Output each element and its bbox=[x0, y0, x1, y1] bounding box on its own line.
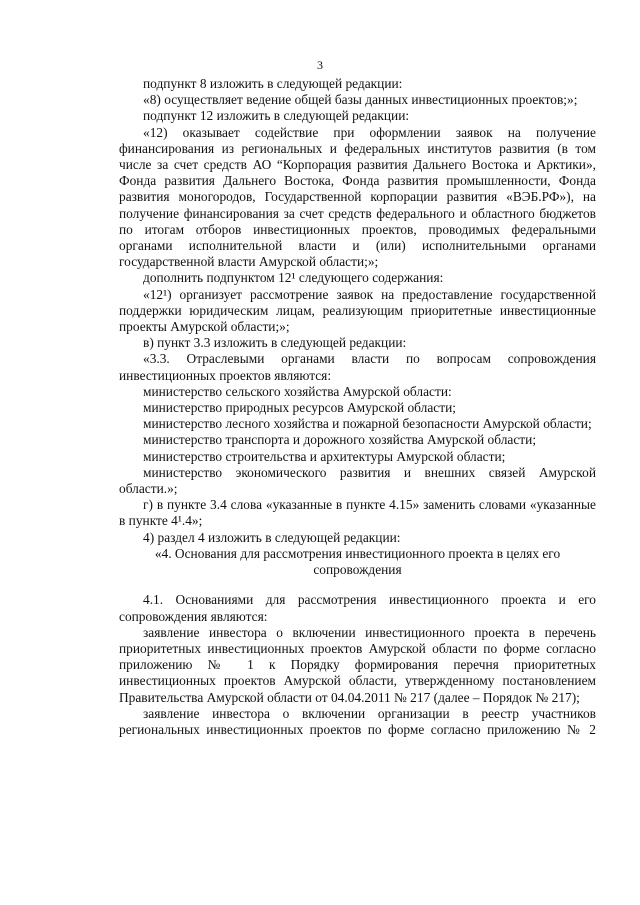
paragraph: в) пункт 3.3 изложить в следующей редакции: bbox=[143, 335, 407, 351]
paragraph: «3.3. Отраслевыми органами власти по вопросам сопровождения инвестиционных проектов являются: bbox=[119, 351, 596, 383]
paragraph: 4.1. Основаниями для рассмотрения инвестиционного проекта и его сопровождения являются: bbox=[119, 592, 596, 624]
document-body bbox=[119, 76, 596, 738]
page-number: 3 bbox=[317, 58, 323, 72]
paragraph: «12) оказывает содействие при оформлении заявок на получение финансирования из региональных и федеральных институтов развития (в том числе за счет средств АО “Корпорация развития Дальнего Востока и Арктики», Фонда развития Дальнего Востока, Фонда развития промышленности, Фонда развития моногородов, Государственной корпорации развития «ВЭБ.РФ»), на получение финансирования за счет средств федерального и областного бюджетов по итогам отборов инвестиционных проектов, проводимых федеральными органами исполнительной власти и (или) исполнительными органами государственной власти Амурской области;»; bbox=[119, 124, 596, 270]
paragraph: подпункт 12 изложить в следующей редакции: bbox=[143, 108, 410, 124]
paragraph: заявление инвестора о включении инвестиционного проекта в перечень приоритетных инвестиционных проектов Амурской области по форме согласно приложению № 1 к Порядку формирования перечня приоритетных инвестиционных проектов Амурской области, утвержденному постановлением Правительства Амурской области от 04.04.2011 № 217 (далее – Порядок № 217); bbox=[119, 624, 596, 705]
paragraph: «8) осуществляет ведение общей базы данных инвестиционных проектов;»; bbox=[143, 92, 578, 108]
paragraph: «12¹) организует рассмотрение заявок на предоставление государственной поддержки юридическим лицам, реализующим приоритетные инвестиционные проекты Амурской области;»; bbox=[119, 286, 596, 335]
paragraph: г) в пункте 3.4 слова «указанные в пункте 4.15» заменить словами «указанные в пункте 4¹.4»; bbox=[119, 497, 596, 529]
paragraph: 4) раздел 4 изложить в следующей редакции: bbox=[143, 529, 401, 545]
paragraph: министерство природных ресурсов Амурской области; bbox=[143, 400, 456, 416]
paragraph: министерство строительства и архитектуры Амурской области; bbox=[143, 448, 506, 464]
paragraph: подпункт 8 изложить в следующей редакции: bbox=[143, 76, 403, 91]
paragraph: министерство экономического развития и внешних связей Амурской области.»; bbox=[119, 464, 596, 497]
paragraph: министерство транспорта и дорожного хозяйства Амурской области; bbox=[143, 432, 537, 448]
spacer bbox=[119, 578, 596, 592]
paragraph: заявление инвестора о включении организации в реестр участников региональных инвестиционных проектов по форме согласно приложению № 2 bbox=[119, 705, 596, 737]
section-heading: «4. Основания для рассмотрения инвестиционного проекта в целях его сопровождения bbox=[154, 545, 561, 578]
paragraph: министерство лесного хозяйства и пожарной безопасности Амурской области; bbox=[143, 416, 592, 432]
paragraph: дополнить подпунктом 12¹ следующего содержания: bbox=[143, 270, 444, 286]
paragraph: министерство сельского хозяйства Амурской области: bbox=[143, 383, 452, 399]
